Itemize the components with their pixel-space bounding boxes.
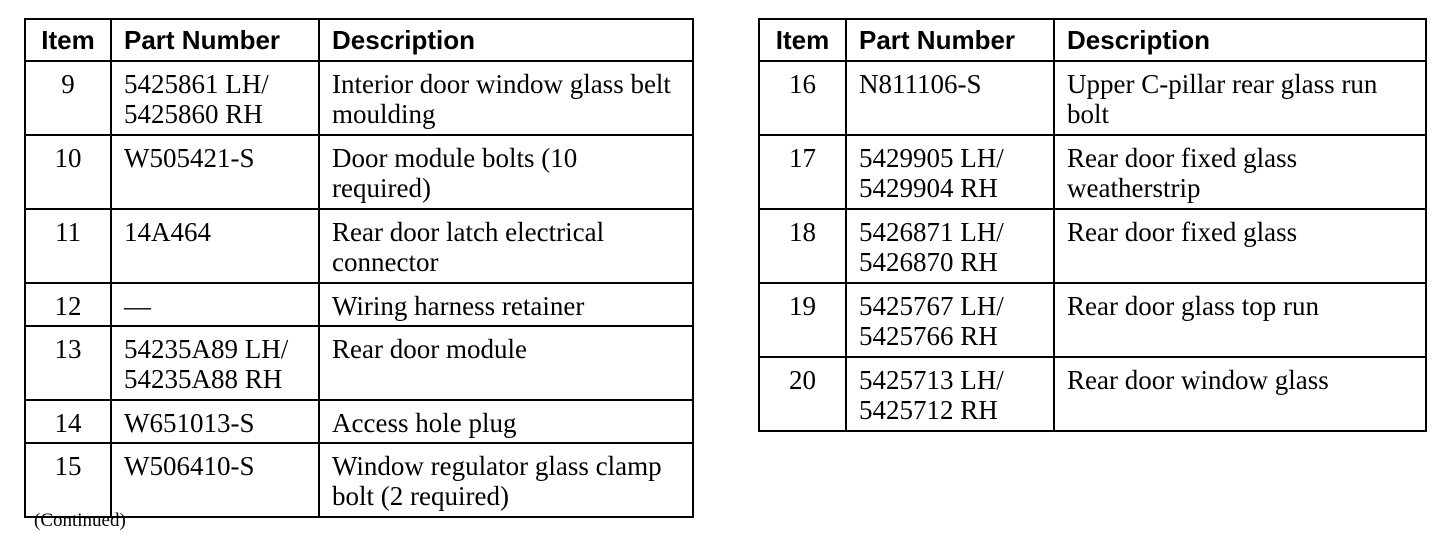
header-part-number: Part Number xyxy=(846,19,1054,61)
part-number-line: 5429905 LH/ 5429904 RH xyxy=(859,143,1004,203)
part-number-cell: 14A464 xyxy=(111,209,319,283)
description-cell: Upper C-pillar rear glass run bolt xyxy=(1054,61,1426,135)
part-number-cell xyxy=(846,135,1054,209)
description-cell: Rear door window glass xyxy=(1054,357,1426,431)
part-number-cell xyxy=(846,357,1054,431)
description-cell: Rear door module xyxy=(319,326,693,400)
item-cell: 13 xyxy=(25,326,111,400)
description-cell: Rear door fixed glass weatherstrip xyxy=(1054,135,1426,209)
description-cell: Interior door window glass belt moulding xyxy=(319,61,693,135)
parts-table-left xyxy=(24,18,694,518)
table-row xyxy=(25,209,693,283)
table-row xyxy=(759,135,1426,209)
part-number-line: 5425713 LH/ 5425712 RH xyxy=(859,365,1004,425)
part-number-line: 54235A89 LH/ 54235A88 RH xyxy=(124,334,289,394)
item-cell: 18 xyxy=(759,209,846,283)
item-cell: 17 xyxy=(759,135,846,209)
header-item: Item xyxy=(759,19,846,61)
item-cell: 10 xyxy=(25,135,111,209)
table-row xyxy=(25,61,693,135)
description-cell: Rear door glass top run xyxy=(1054,283,1426,357)
item-cell: 9 xyxy=(25,61,111,135)
part-number-cell: W505421-S xyxy=(111,135,319,209)
description-cell: Wiring harness retainer xyxy=(319,283,693,326)
table-row xyxy=(25,443,693,517)
table-header-row xyxy=(25,19,693,61)
header-description: Description xyxy=(319,19,693,61)
part-number-cell: W506410-S xyxy=(111,443,319,517)
part-number-cell xyxy=(111,326,319,400)
item-cell: 20 xyxy=(759,357,846,431)
part-number-cell xyxy=(846,283,1054,357)
table-row xyxy=(25,135,693,209)
part-number-cell: — xyxy=(111,283,319,326)
part-number-cell xyxy=(846,209,1054,283)
part-number-line: 5425767 LH/ 5425766 RH xyxy=(859,291,1004,351)
part-number-cell xyxy=(111,61,319,135)
table-row xyxy=(759,283,1426,357)
item-cell: 15 xyxy=(25,443,111,517)
description-cell: Rear door fixed glass xyxy=(1054,209,1426,283)
header-description: Description xyxy=(1054,19,1426,61)
part-number-line: 5426871 LH/ 5426870 RH xyxy=(859,217,1004,277)
table-header-row xyxy=(759,19,1426,61)
description-cell: Door module bolts (10 required) xyxy=(319,135,693,209)
item-cell: 12 xyxy=(25,283,111,326)
part-number-cell: N811106-S xyxy=(846,61,1054,135)
part-number-line: 5425861 LH/ 5425860 RH xyxy=(124,69,269,129)
parts-table-right xyxy=(758,18,1427,432)
part-number-cell: W651013-S xyxy=(111,400,319,443)
continued-note: (Continued) xyxy=(34,510,126,531)
description-cell: Access hole plug xyxy=(319,400,693,443)
table-row xyxy=(759,209,1426,283)
description-cell: Rear door latch electrical connector xyxy=(319,209,693,283)
header-part-number: Part Number xyxy=(111,19,319,61)
table-row xyxy=(25,400,693,443)
table-row xyxy=(759,357,1426,431)
item-cell: 11 xyxy=(25,209,111,283)
table-row xyxy=(759,61,1426,135)
description-cell: Window regulator glass clamp bolt (2 required) xyxy=(319,443,693,517)
item-cell: 14 xyxy=(25,400,111,443)
header-item: Item xyxy=(25,19,111,61)
table-row xyxy=(25,326,693,400)
item-cell: 16 xyxy=(759,61,846,135)
table-row xyxy=(25,283,693,326)
item-cell: 19 xyxy=(759,283,846,357)
